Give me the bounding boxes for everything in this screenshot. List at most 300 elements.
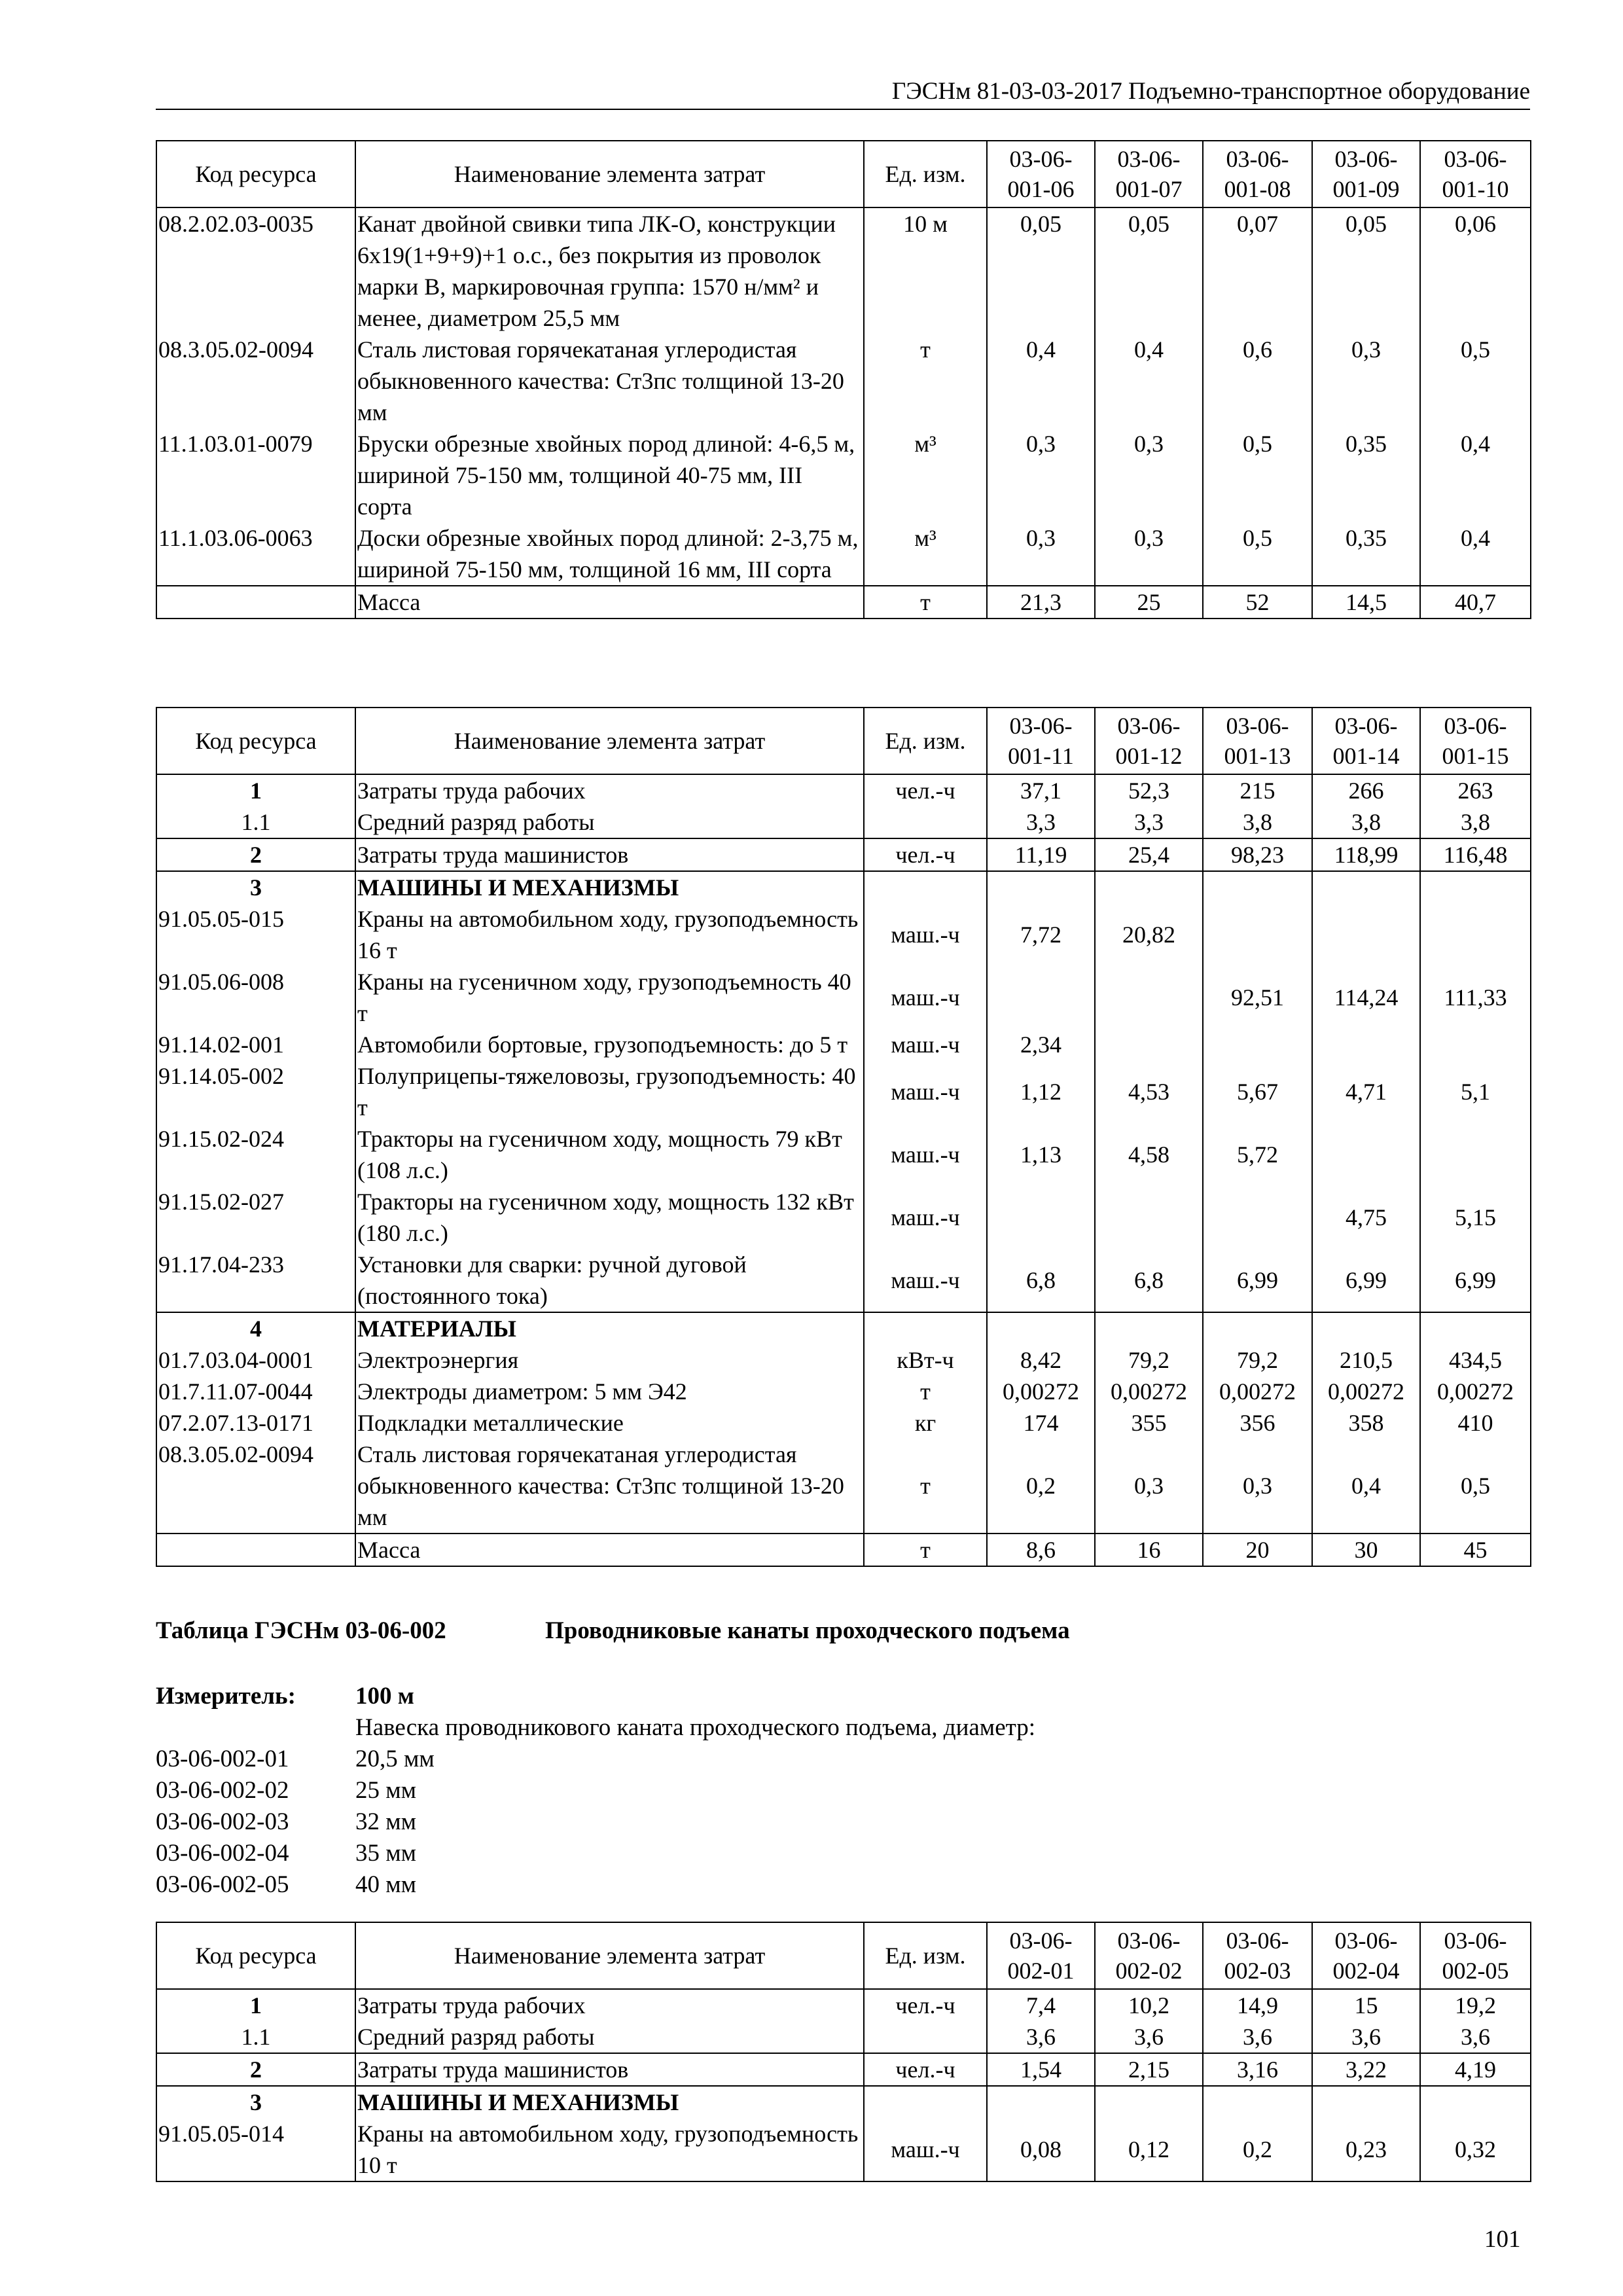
resource-code: 11.1.03.06-0063 bbox=[156, 522, 355, 586]
norm-value bbox=[1312, 1029, 1420, 1060]
table-row bbox=[156, 1060, 1531, 1123]
col-header-unit: Ед. изм. bbox=[864, 141, 987, 207]
norm-value: 174 bbox=[987, 1407, 1095, 1439]
empty-cell bbox=[864, 2086, 987, 2118]
resource-unit: маш.-ч bbox=[864, 2118, 987, 2181]
empty-cell bbox=[1095, 871, 1203, 903]
norm-value: 3,3 bbox=[987, 806, 1095, 838]
norm-value: 0,00272 bbox=[1203, 1376, 1312, 1407]
resource-unit: кВт-ч bbox=[864, 1344, 987, 1376]
empty-cell bbox=[864, 1312, 987, 1344]
header-rule bbox=[156, 109, 1530, 110]
norm-value: 0,05 bbox=[1095, 207, 1203, 334]
measure-item-code: 03-06-002-04 bbox=[156, 1840, 289, 1867]
norm-value: 14,9 bbox=[1203, 1989, 1312, 2021]
norm-value bbox=[1420, 903, 1531, 966]
norm-value: 0,23 bbox=[1312, 2118, 1420, 2181]
resource-table-001-06-10 bbox=[156, 140, 1531, 619]
resource-code: 91.05.06-008 bbox=[156, 966, 355, 1029]
table-row bbox=[156, 1989, 1531, 2021]
resource-code bbox=[156, 586, 355, 619]
norm-value: 45 bbox=[1420, 1534, 1531, 1566]
norm-value: 7,4 bbox=[987, 1989, 1095, 2021]
resource-name: МАШИНЫ И МЕХАНИЗМЫ bbox=[355, 2086, 864, 2118]
resource-code bbox=[156, 1534, 355, 1566]
empty-cell bbox=[1312, 1312, 1420, 1344]
norm-value: 4,75 bbox=[1312, 1186, 1420, 1249]
norm-value: 5,15 bbox=[1420, 1186, 1531, 1249]
resource-unit: маш.-ч bbox=[864, 1029, 987, 1060]
norm-value: 3,6 bbox=[1420, 2021, 1531, 2053]
measure-item bbox=[156, 1806, 1399, 1838]
norm-value bbox=[1203, 1029, 1312, 1060]
norm-value: 6,8 bbox=[1095, 1249, 1203, 1312]
mass-row bbox=[156, 1534, 1531, 1566]
norm-value bbox=[1095, 1029, 1203, 1060]
norm-value: 0,2 bbox=[1203, 2118, 1312, 2181]
col-header-norm: 03-06- 001-08 bbox=[1203, 141, 1312, 207]
norm-value: 10,2 bbox=[1095, 1989, 1203, 2021]
table-body bbox=[156, 1989, 1531, 2181]
col-header-norm: 03-06- 002-03 bbox=[1203, 1922, 1312, 1989]
table-row bbox=[156, 2118, 1531, 2181]
table-label: Таблица ГЭСНм 03-06-002 bbox=[156, 1617, 446, 1644]
norm-value bbox=[987, 1186, 1095, 1249]
norm-value: 0,05 bbox=[1312, 207, 1420, 334]
norm-value: 0,5 bbox=[1203, 428, 1312, 522]
norm-value: 0,00272 bbox=[1420, 1376, 1531, 1407]
measure-item-value: 25 мм bbox=[355, 1777, 417, 1804]
table-row bbox=[156, 774, 1531, 806]
resource-name: Бруски обрезные хвойных пород длиной: 4-6,5 м, шириной 75-150 мм, толщиной 40-75 мм, III сорта bbox=[355, 428, 864, 522]
table-row bbox=[156, 966, 1531, 1029]
norm-value bbox=[1203, 1186, 1312, 1249]
col-header-norm: 03-06- 001-11 bbox=[987, 708, 1095, 774]
norm-value: 5,1 bbox=[1420, 1060, 1531, 1123]
norm-value: 0,32 bbox=[1420, 2118, 1531, 2181]
resource-unit bbox=[864, 2021, 987, 2053]
norm-value: 0,00272 bbox=[1312, 1376, 1420, 1407]
resource-unit: чел.-ч bbox=[864, 774, 987, 806]
section-row bbox=[156, 2086, 1531, 2118]
norm-value bbox=[1420, 1029, 1531, 1060]
measure-item-code: 03-06-002-03 bbox=[156, 1808, 289, 1835]
resource-name: Масса bbox=[355, 1534, 864, 1566]
norm-value bbox=[1203, 903, 1312, 966]
col-header-norm: 03-06- 001-06 bbox=[987, 141, 1095, 207]
col-header-code: Код ресурса bbox=[156, 141, 355, 207]
norm-value bbox=[1095, 1186, 1203, 1249]
norm-value: 0,3 bbox=[1203, 1439, 1312, 1534]
empty-cell bbox=[987, 871, 1095, 903]
resource-name: Тракторы на гусеничном ходу, мощность 132 кВт (180 л.с.) bbox=[355, 1186, 864, 1249]
norm-value: 3,8 bbox=[1312, 806, 1420, 838]
col-header-code: Код ресурса bbox=[156, 1922, 355, 1989]
resource-name: Сталь листовая горячекатаная углеродистая обыкновенного качества: Ст3пс толщиной 13-20 мм bbox=[355, 334, 864, 428]
mass-row bbox=[156, 586, 1531, 619]
col-header-norm: 03-06- 001-13 bbox=[1203, 708, 1312, 774]
resource-name: Тракторы на гусеничном ходу, мощность 79 кВт (108 л.с.) bbox=[355, 1123, 864, 1186]
measure-item-value: 35 мм bbox=[355, 1840, 417, 1867]
empty-cell bbox=[1203, 1312, 1312, 1344]
resource-code: 01.7.03.04-0001 bbox=[156, 1344, 355, 1376]
norm-value: 20,82 bbox=[1095, 903, 1203, 966]
norm-value: 0,05 bbox=[987, 207, 1095, 334]
measure-item-value: 32 мм bbox=[355, 1808, 417, 1835]
resource-code: 1.1 bbox=[156, 2021, 355, 2053]
resource-name: Затраты труда рабочих bbox=[355, 774, 864, 806]
norm-value: 21,3 bbox=[987, 586, 1095, 619]
norm-value: 0,4 bbox=[1312, 1439, 1420, 1534]
table-row bbox=[156, 1186, 1531, 1249]
norm-value: 25 bbox=[1095, 586, 1203, 619]
measure-item-code: 03-06-002-05 bbox=[156, 1871, 289, 1898]
resource-name: МАШИНЫ И МЕХАНИЗМЫ bbox=[355, 871, 864, 903]
measure-label: Измеритель: bbox=[156, 1683, 296, 1710]
resource-name: Установки для сварки: ручной дуговой (постоянного тока) bbox=[355, 1249, 864, 1312]
norm-value: 215 bbox=[1203, 774, 1312, 806]
resource-unit: маш.-ч bbox=[864, 966, 987, 1029]
resource-code: 4 bbox=[156, 1312, 355, 1344]
norm-value: 16 bbox=[1095, 1534, 1203, 1566]
norm-value: 0,6 bbox=[1203, 334, 1312, 428]
norm-value: 0,4 bbox=[1420, 522, 1531, 586]
norm-value: 114,24 bbox=[1312, 966, 1420, 1029]
resource-unit: маш.-ч bbox=[864, 1186, 987, 1249]
norm-value: 14,5 bbox=[1312, 586, 1420, 619]
resource-code: 91.17.04-233 bbox=[156, 1249, 355, 1312]
resource-name: Электроды диаметром: 5 мм Э42 bbox=[355, 1376, 864, 1407]
resource-unit: маш.-ч bbox=[864, 1123, 987, 1186]
resource-name: Доски обрезные хвойных пород длиной: 2-3,75 м, шириной 75-150 мм, толщиной 16 мм, III сорта bbox=[355, 522, 864, 586]
norm-value: 5,72 bbox=[1203, 1123, 1312, 1186]
resource-name: Подкладки металлические bbox=[355, 1407, 864, 1439]
resource-table-002-01-05 bbox=[156, 1922, 1531, 2182]
table-name: Проводниковые канаты проходческого подъема bbox=[545, 1617, 1070, 1644]
norm-value: 30 bbox=[1312, 1534, 1420, 1566]
resource-name: Средний разряд работы bbox=[355, 806, 864, 838]
measure-description-row bbox=[156, 1712, 1399, 1744]
measure-description: Навеска проводникового каната проходческого подъема, диаметр: bbox=[355, 1714, 1036, 1741]
norm-value: 0,5 bbox=[1420, 1439, 1531, 1534]
norm-value: 25,4 bbox=[1095, 838, 1203, 871]
norm-value: 4,19 bbox=[1420, 2053, 1531, 2086]
norm-value: 0,4 bbox=[987, 334, 1095, 428]
norm-value: 3,16 bbox=[1203, 2053, 1312, 2086]
norm-value: 0,3 bbox=[1095, 428, 1203, 522]
table-row bbox=[156, 903, 1531, 966]
measure-value: 100 м bbox=[355, 1683, 414, 1710]
empty-cell bbox=[987, 1312, 1095, 1344]
norm-value: 356 bbox=[1203, 1407, 1312, 1439]
norm-value: 0,5 bbox=[1420, 334, 1531, 428]
table-row bbox=[156, 522, 1531, 586]
empty-cell bbox=[1312, 2086, 1420, 2118]
measure-block bbox=[156, 1681, 1399, 1901]
resource-name: Затраты труда рабочих bbox=[355, 1989, 864, 2021]
resource-table-001-11-15 bbox=[156, 707, 1531, 1567]
table-row bbox=[156, 428, 1531, 522]
norm-value: 266 bbox=[1312, 774, 1420, 806]
norm-value: 355 bbox=[1095, 1407, 1203, 1439]
norm-value: 6,8 bbox=[987, 1249, 1095, 1312]
col-header-unit: Ед. изм. bbox=[864, 708, 987, 774]
norm-value: 0,3 bbox=[987, 428, 1095, 522]
resource-unit: 10 м bbox=[864, 207, 987, 334]
resource-code: 91.05.05-014 bbox=[156, 2118, 355, 2181]
col-header-norm: 03-06- 002-05 bbox=[1420, 1922, 1531, 1989]
norm-value: 118,99 bbox=[1312, 838, 1420, 871]
resource-unit: т bbox=[864, 334, 987, 428]
table-row bbox=[156, 1439, 1531, 1534]
resource-unit: т bbox=[864, 1376, 987, 1407]
resource-code: 11.1.03.01-0079 bbox=[156, 428, 355, 522]
resource-unit: чел.-ч bbox=[864, 1989, 987, 2021]
resource-code: 1 bbox=[156, 1989, 355, 2021]
norm-value: 3,6 bbox=[1203, 2021, 1312, 2053]
resource-unit: чел.-ч bbox=[864, 838, 987, 871]
norm-value: 8,6 bbox=[987, 1534, 1095, 1566]
col-header-norm: 03-06- 001-15 bbox=[1420, 708, 1531, 774]
table-title bbox=[156, 1617, 1070, 1645]
norm-value: 79,2 bbox=[1203, 1344, 1312, 1376]
table-row bbox=[156, 806, 1531, 838]
empty-cell bbox=[1420, 871, 1531, 903]
resource-code: 1 bbox=[156, 774, 355, 806]
resource-unit: кг bbox=[864, 1407, 987, 1439]
norm-value: 92,51 bbox=[1203, 966, 1312, 1029]
table-header-row bbox=[156, 141, 1531, 207]
norm-value bbox=[1312, 903, 1420, 966]
resource-unit: маш.-ч bbox=[864, 903, 987, 966]
resource-unit: т bbox=[864, 586, 987, 619]
table-row bbox=[156, 2021, 1531, 2053]
norm-value: 4,53 bbox=[1095, 1060, 1203, 1123]
empty-cell bbox=[1420, 1312, 1531, 1344]
norm-value: 4,71 bbox=[1312, 1060, 1420, 1123]
table-row bbox=[156, 334, 1531, 428]
norm-value: 0,3 bbox=[1095, 1439, 1203, 1534]
norm-value bbox=[1312, 1123, 1420, 1186]
norm-value: 8,42 bbox=[987, 1344, 1095, 1376]
norm-value: 0,4 bbox=[1095, 334, 1203, 428]
resource-name: Затраты труда машинистов bbox=[355, 838, 864, 871]
resource-name: МАТЕРИАЛЫ bbox=[355, 1312, 864, 1344]
resource-code: 2 bbox=[156, 838, 355, 871]
resource-name: Электроэнергия bbox=[355, 1344, 864, 1376]
resource-name: Средний разряд работы bbox=[355, 2021, 864, 2053]
norm-value: 0,06 bbox=[1420, 207, 1531, 334]
resource-unit bbox=[864, 806, 987, 838]
norm-value: 6,99 bbox=[1312, 1249, 1420, 1312]
resource-unit: чел.-ч bbox=[864, 2053, 987, 2086]
resource-name: Краны на автомобильном ходу, грузоподъемность 10 т bbox=[355, 2118, 864, 2181]
norm-value: 0,35 bbox=[1312, 522, 1420, 586]
col-header-norm: 03-06- 002-01 bbox=[987, 1922, 1095, 1989]
empty-cell bbox=[864, 871, 987, 903]
resource-unit: т bbox=[864, 1439, 987, 1534]
resource-name: Полуприцепы-тяжеловозы, грузоподъемность: 40 т bbox=[355, 1060, 864, 1123]
norm-value: 0,3 bbox=[987, 522, 1095, 586]
norm-value: 52 bbox=[1203, 586, 1312, 619]
empty-cell bbox=[1095, 1312, 1203, 1344]
norm-value: 3,8 bbox=[1420, 806, 1531, 838]
empty-cell bbox=[987, 2086, 1095, 2118]
col-header-norm: 03-06- 001-09 bbox=[1312, 141, 1420, 207]
norm-value: 19,2 bbox=[1420, 1989, 1531, 2021]
table-row bbox=[156, 1249, 1531, 1312]
norm-value: 263 bbox=[1420, 774, 1531, 806]
col-header-unit: Ед. изм. bbox=[864, 1922, 987, 1989]
empty-cell bbox=[1095, 2086, 1203, 2118]
measure-row bbox=[156, 1681, 1399, 1712]
table-body bbox=[156, 774, 1531, 1566]
table-row bbox=[156, 1344, 1531, 1376]
norm-value: 0,3 bbox=[1095, 522, 1203, 586]
measure-item bbox=[156, 1775, 1399, 1806]
norm-value: 111,33 bbox=[1420, 966, 1531, 1029]
norm-value: 3,8 bbox=[1203, 806, 1312, 838]
empty-cell bbox=[1203, 2086, 1312, 2118]
norm-value: 0,2 bbox=[987, 1439, 1095, 1534]
norm-value: 7,72 bbox=[987, 903, 1095, 966]
section-row bbox=[156, 871, 1531, 903]
resource-code: 08.3.05.02-0094 bbox=[156, 334, 355, 428]
norm-value: 15 bbox=[1312, 1989, 1420, 2021]
empty-cell bbox=[1312, 871, 1420, 903]
norm-value: 3,22 bbox=[1312, 2053, 1420, 2086]
norm-value: 0,00272 bbox=[1095, 1376, 1203, 1407]
page-number: 101 bbox=[1484, 2226, 1521, 2253]
col-header-norm: 03-06- 001-07 bbox=[1095, 141, 1203, 207]
norm-value: 0,12 bbox=[1095, 2118, 1203, 2181]
resource-unit: м³ bbox=[864, 522, 987, 586]
norm-value: 210,5 bbox=[1312, 1344, 1420, 1376]
resource-code: 91.15.02-027 bbox=[156, 1186, 355, 1249]
resource-unit: т bbox=[864, 1534, 987, 1566]
section-row bbox=[156, 1312, 1531, 1344]
col-header-norm: 03-06- 002-04 bbox=[1312, 1922, 1420, 1989]
norm-value: 0,08 bbox=[987, 2118, 1095, 2181]
empty-cell bbox=[1203, 871, 1312, 903]
norm-value: 1,54 bbox=[987, 2053, 1095, 2086]
resource-code: 1.1 bbox=[156, 806, 355, 838]
resource-name: Автомобили бортовые, грузоподъемность: до 5 т bbox=[355, 1029, 864, 1060]
resource-code: 01.7.11.07-0044 bbox=[156, 1376, 355, 1407]
col-header-norm: 03-06- 001-10 bbox=[1420, 141, 1531, 207]
norm-value: 37,1 bbox=[987, 774, 1095, 806]
measure-item-code: 03-06-002-01 bbox=[156, 1746, 289, 1772]
norm-value: 20 bbox=[1203, 1534, 1312, 1566]
table-row bbox=[156, 838, 1531, 871]
norm-value: 3,3 bbox=[1095, 806, 1203, 838]
table-row bbox=[156, 1123, 1531, 1186]
resource-name: Затраты труда машинистов bbox=[355, 2053, 864, 2086]
norm-value: 40,7 bbox=[1420, 586, 1531, 619]
norm-value: 0,5 bbox=[1203, 522, 1312, 586]
table-row bbox=[156, 207, 1531, 334]
col-header-name: Наименование элемента затрат bbox=[355, 141, 864, 207]
table-row bbox=[156, 1407, 1531, 1439]
norm-value: 358 bbox=[1312, 1407, 1420, 1439]
norm-value: 434,5 bbox=[1420, 1344, 1531, 1376]
norm-value bbox=[1095, 966, 1203, 1029]
resource-code: 91.14.02-001 bbox=[156, 1029, 355, 1060]
norm-value: 6,99 bbox=[1203, 1249, 1312, 1312]
norm-value: 0,35 bbox=[1312, 428, 1420, 522]
norm-value: 52,3 bbox=[1095, 774, 1203, 806]
resource-code: 08.3.05.02-0094 bbox=[156, 1439, 355, 1534]
measure-item bbox=[156, 1869, 1399, 1901]
resource-code: 2 bbox=[156, 2053, 355, 2086]
table-header-row bbox=[156, 1922, 1531, 1989]
norm-value: 1,13 bbox=[987, 1123, 1095, 1186]
col-header-norm: 03-06- 001-14 bbox=[1312, 708, 1420, 774]
measure-item bbox=[156, 1744, 1399, 1775]
norm-value: 116,48 bbox=[1420, 838, 1531, 871]
col-header-norm: 03-06- 002-02 bbox=[1095, 1922, 1203, 1989]
measure-item bbox=[156, 1838, 1399, 1869]
norm-value: 3,6 bbox=[987, 2021, 1095, 2053]
norm-value bbox=[1420, 1123, 1531, 1186]
running-header: ГЭСНм 81-03-03-2017 Подъемно-транспортное оборудование bbox=[891, 78, 1530, 105]
norm-value: 11,19 bbox=[987, 838, 1095, 871]
norm-value: 5,67 bbox=[1203, 1060, 1312, 1123]
table-header-row bbox=[156, 708, 1531, 774]
norm-value: 3,6 bbox=[1312, 2021, 1420, 2053]
norm-value: 0,3 bbox=[1312, 334, 1420, 428]
resource-name: Краны на автомобильном ходу, грузоподъемность 16 т bbox=[355, 903, 864, 966]
norm-value: 79,2 bbox=[1095, 1344, 1203, 1376]
norm-value: 0,07 bbox=[1203, 207, 1312, 334]
measure-item-code: 03-06-002-02 bbox=[156, 1777, 289, 1804]
col-header-norm: 03-06- 001-12 bbox=[1095, 708, 1203, 774]
empty-cell bbox=[1420, 2086, 1531, 2118]
resource-code: 3 bbox=[156, 871, 355, 903]
col-header-name: Наименование элемента затрат bbox=[355, 708, 864, 774]
resource-code: 91.14.05-002 bbox=[156, 1060, 355, 1123]
measure-item-value: 40 мм bbox=[355, 1871, 417, 1898]
table-body bbox=[156, 207, 1531, 619]
resource-code: 3 bbox=[156, 2086, 355, 2118]
norm-value: 410 bbox=[1420, 1407, 1531, 1439]
norm-value: 3,6 bbox=[1095, 2021, 1203, 2053]
table-row bbox=[156, 1029, 1531, 1060]
norm-value: 0,4 bbox=[1420, 428, 1531, 522]
norm-value: 1,12 bbox=[987, 1060, 1095, 1123]
col-header-name: Наименование элемента затрат bbox=[355, 1922, 864, 1989]
norm-value: 2,34 bbox=[987, 1029, 1095, 1060]
resource-code: 91.05.05-015 bbox=[156, 903, 355, 966]
resource-code: 07.2.07.13-0171 bbox=[156, 1407, 355, 1439]
table-row bbox=[156, 2053, 1531, 2086]
norm-value bbox=[987, 966, 1095, 1029]
resource-name: Сталь листовая горячекатаная углеродистая обыкновенного качества: Ст3пс толщиной 13-20 мм bbox=[355, 1439, 864, 1534]
resource-name: Краны на гусеничном ходу, грузоподъемность 40 т bbox=[355, 966, 864, 1029]
resource-unit: м³ bbox=[864, 428, 987, 522]
norm-value: 98,23 bbox=[1203, 838, 1312, 871]
norm-value: 2,15 bbox=[1095, 2053, 1203, 2086]
resource-unit: маш.-ч bbox=[864, 1060, 987, 1123]
norm-value: 4,58 bbox=[1095, 1123, 1203, 1186]
norm-value: 6,99 bbox=[1420, 1249, 1531, 1312]
col-header-code: Код ресурса bbox=[156, 708, 355, 774]
measure-item-value: 20,5 мм bbox=[355, 1746, 435, 1772]
resource-name: Масса bbox=[355, 586, 864, 619]
resource-name: Канат двойной свивки типа ЛК-О, конструкции 6х19(1+9+9)+1 о.с., без покрытия из проволок марки В, маркировочная группа: 1570 н/мм² и менее, диаметром 25,5 мм bbox=[355, 207, 864, 334]
resource-unit: маш.-ч bbox=[864, 1249, 987, 1312]
resource-code: 91.15.02-024 bbox=[156, 1123, 355, 1186]
